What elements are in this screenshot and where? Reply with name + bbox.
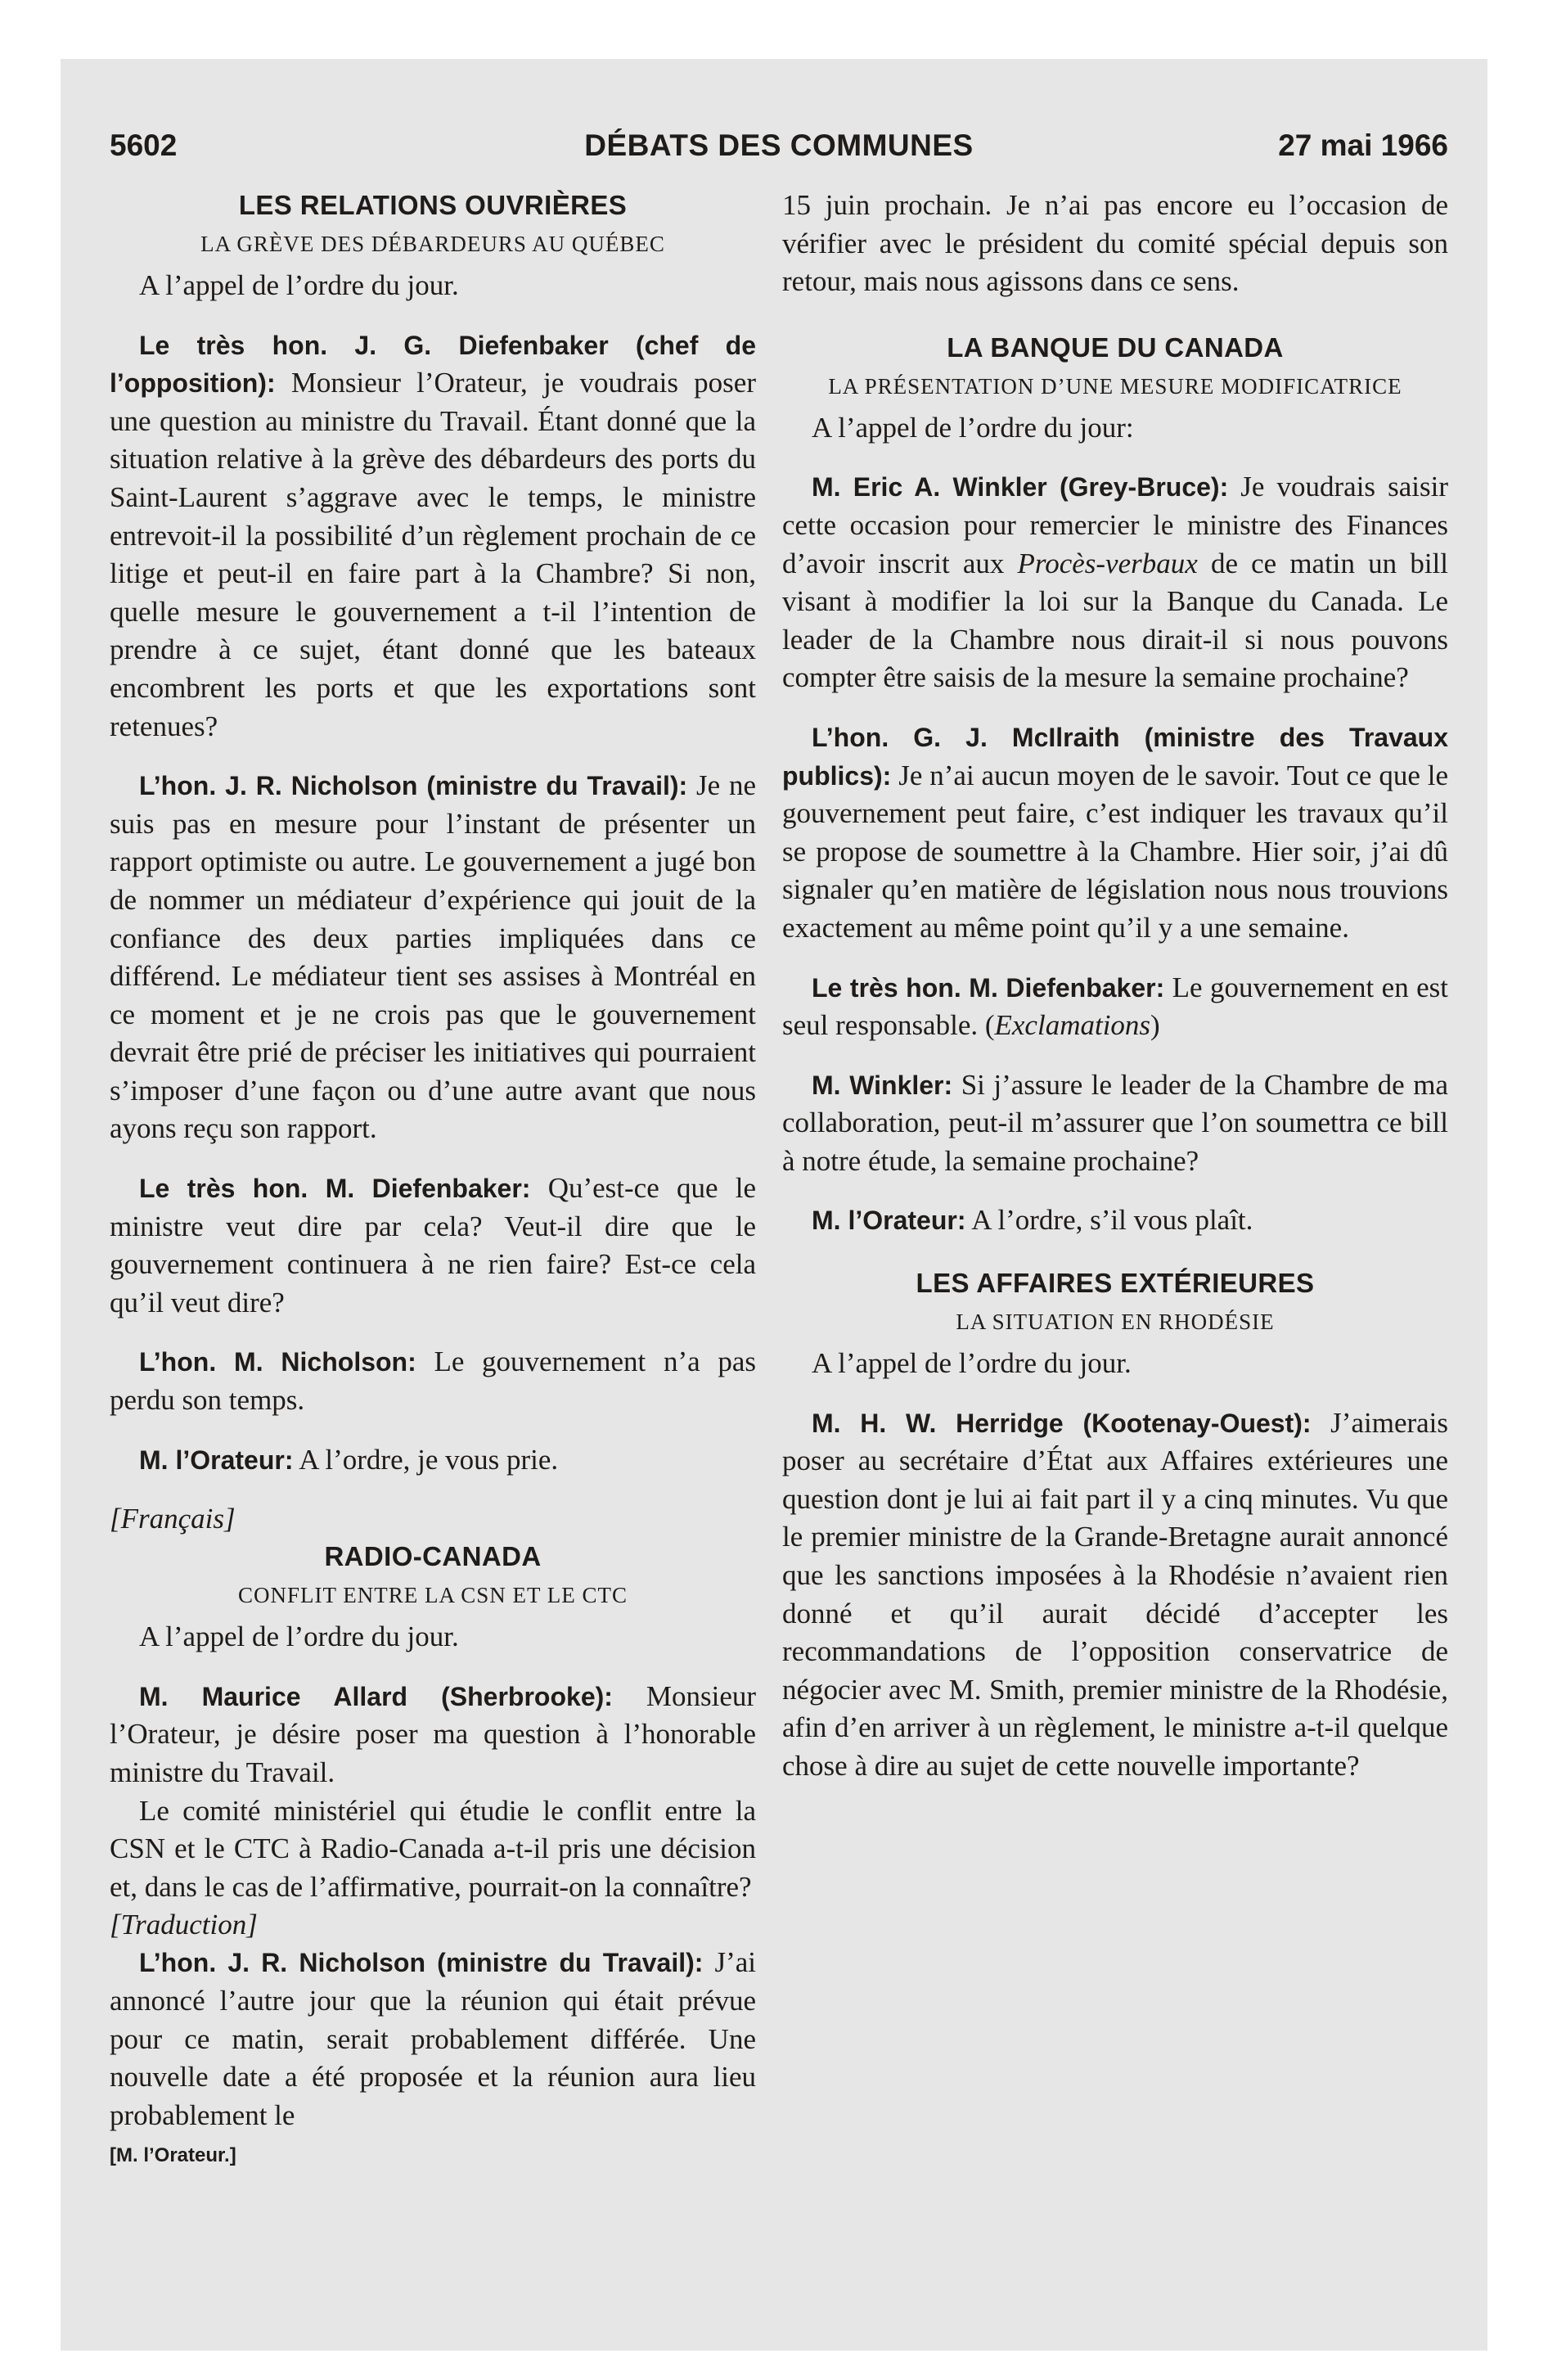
- speaker-name: M. l’Orateur:: [812, 1206, 966, 1236]
- speech-text: Je ne suis pas en mesure pour l’instant de présenter un rapport optimiste ou autre. Le gouvernement a jugé bon de nommer un médiateur d’expérience qui jouit de la confiance des deux parties impliquées dans ce différend. Le médiateur tient ses assises à Montréal en ce moment et je ne crois pas que le gouvernement devrait être prié de préciser les initiatives qui pourraient s’imposer d’une façon ou d’une autre avant que nous ayons reçu son rapport.: [110, 769, 756, 1145]
- speech-text: Je voudrais saisir cette occasion pour remercier le ministre des Finances d’avoir inscrit aux: [782, 471, 1448, 579]
- speech-text: Si j’assure le leader de la Chambre de ma collaboration, peut-il m’assurer que l’on soumettra ce bill à notre étude, la semaine prochaine?: [782, 1068, 1448, 1177]
- order-of-day: A l’appel de l’ordre du jour.: [812, 1347, 1132, 1380]
- speech-text: Qu’est-ce que le ministre veut dire par cela? Veut-il dire que le gouvernement continuera à ne rien faire? Est-ce cela qu’il veut dire?: [110, 1172, 756, 1318]
- speech-text: ): [1150, 1009, 1160, 1042]
- speech-paragraph: Le comité ministériel qui étudie le conflit entre la CSN et le CTC à Radio-Canada a-t-il pris une décision et, dans le cas de l’affirmative, pourrait-on la connaître?: [110, 1794, 756, 1903]
- speech-paragraph: [782, 719, 1448, 948]
- section-subheading: LA PRÉSENTATION D’UNE MESURE MODIFICATRICE: [828, 373, 1402, 399]
- speech-paragraph: [110, 767, 756, 1148]
- speaker-name: L’hon. J. R. Nicholson (ministre du Travail):: [139, 1948, 704, 1978]
- speech-text: Le gouvernement n’a pas perdu son temps.: [110, 1346, 756, 1417]
- speech-text: Le gouvernement en est seul responsable. (: [782, 971, 1448, 1042]
- order-of-day: A l’appel de l’ordre du jour.: [139, 269, 459, 301]
- speech-text: Je n’ai aucun moyen de le savoir. Tout ce que le gouvernement peut faire, c’est indiquer les travaux qu’il se propose de soumettre à la Chambre. Hier soir, j’ai dû signaler qu’en matière de législation nous nous trouvions exactement au même point qu’il y a une semaine.: [782, 759, 1448, 944]
- section-heading: LA BANQUE DU CANADA: [947, 331, 1284, 363]
- order-of-day: A l’appel de l’ordre du jour:: [812, 411, 1134, 444]
- page-date: 27 mai 1966: [1278, 128, 1448, 162]
- speech-paragraph: [110, 1170, 756, 1322]
- speech-text: Monsieur l’Orateur, je désire poser ma question à l’honorable ministre du Travail.: [110, 1679, 757, 1788]
- section-subheading: CONFLIT ENTRE LA CSN ET LE CTC: [237, 1583, 628, 1608]
- section-subheading: LA SITUATION EN RHODÉSIE: [956, 1309, 1275, 1335]
- order-of-day: A l’appel de l’ordre du jour.: [139, 1620, 459, 1653]
- page-number: 5602: [110, 128, 178, 162]
- section-subheading: LA GRÈVE DES DÉBARDEURS AU QUÉBEC: [200, 232, 665, 256]
- speech-paragraph: [782, 1404, 1448, 1786]
- section-heading: RADIO-CANADA: [324, 1541, 542, 1572]
- speech-italic: Exclamations: [994, 1009, 1151, 1042]
- left-column: [110, 187, 756, 2172]
- page-header: [110, 121, 1448, 170]
- speech-paragraph: [110, 1441, 756, 1480]
- language-marker: [Traduction]: [110, 1909, 258, 1941]
- speech-text: A l’ordre, je vous prie.: [293, 1443, 559, 1476]
- speech-paragraph: [782, 969, 1448, 1045]
- right-column: [782, 187, 1448, 1786]
- speech-text: J’ai annoncé l’autre jour que la réunion qui était prévue pour ce matin, serait probablement différée. Une nouvelle date a été proposée et la réunion aura lieu probablement le: [110, 1946, 757, 2131]
- speech-paragraph: [782, 1201, 1448, 1240]
- publication-title: DÉBATS DES COMMUNES: [584, 128, 974, 162]
- speech-paragraph: [782, 1066, 1448, 1181]
- language-marker: [Français]: [110, 1503, 236, 1535]
- speaker-name: M. Maurice Allard (Sherbrooke):: [139, 1681, 613, 1711]
- section-heading: LES RELATIONS OUVRIÈRES: [238, 190, 628, 220]
- speaker-name: M. Eric A. Winkler (Grey-Bruce):: [812, 472, 1229, 503]
- speech-paragraph: [110, 327, 756, 746]
- speaker-name: M. Winkler:: [812, 1070, 953, 1100]
- section-heading: LES AFFAIRES EXTÉRIEURES: [916, 1268, 1315, 1299]
- footer-note: [M. l’Orateur.]: [110, 2144, 236, 2167]
- speech-paragraph: [782, 468, 1448, 697]
- speech-text: Monsieur l’Orateur, je voudrais poser une question au ministre du Travail. Étant donné que la situation relative à la grève des débardeurs des ports du Saint-Laurent s’aggrave avec le temps, le ministre entrevoit-il la possibilité d’un règlement prochain de ce litige et peut-il en faire part à la Chambre? Si non, quelle mesure le gouvernement a t-il l’intention de prendre à ce sujet, étant donné que les bateaux encombrent les ports et que les exportations sont retenues?: [110, 367, 756, 742]
- speaker-name: M. H. W. Herridge (Kootenay-Ouest):: [812, 1408, 1312, 1438]
- speech-italic: Procès-verbaux: [1017, 547, 1198, 579]
- speaker-name: L’hon. G. J. McIlraith (ministre des Travaux publics):: [782, 722, 1448, 791]
- speaker-name: Le très hon. J. G. Diefenbaker (chef de l’opposition):: [110, 330, 756, 399]
- speech-paragraph: 15 juin prochain. Je n’ai pas encore eu l’occasion de vérifier avec le président du comité spécial depuis son retour, mais nous agissons dans ce sens.: [782, 189, 1448, 298]
- speech-text: J’aimerais poser au secrétaire d’État aux Affaires extérieures une question dont je lui ai fait part il y a cinq minutes. Vu que le premier ministre de la Grande-Bretagne aurait annoncé que les sanctions imposées à la Rhodésie n’avaient rien donné et qu’il aurait décidé d’accepter les recommandations de l’opposition conservatrice de négocier avec M. Smith, premier ministre de la Rhodésie, afin d’en arriver à un règlement, le ministre a-t-il quelque chose à dire au sujet de cette nouvelle importante?: [782, 1406, 1449, 1782]
- speaker-name: Le très hon. M. Diefenbaker:: [139, 1174, 531, 1204]
- speech-paragraph: [110, 1944, 756, 2134]
- speaker-name: L’hon. M. Nicholson:: [139, 1347, 416, 1377]
- speaker-name: M. l’Orateur:: [139, 1445, 294, 1475]
- speaker-name: L’hon. J. R. Nicholson (ministre du Travail):: [139, 771, 688, 801]
- speaker-name: Le très hon. M. Diefenbaker:: [812, 972, 1165, 1003]
- speech-paragraph: [110, 1678, 756, 1792]
- speech-text: de ce matin un bill visant à modifier la loi sur la Banque du Canada. Le leader de la Chambre nous dirait-il si nous pouvons compter être saisis de la mesure la semaine prochaine?: [782, 547, 1448, 694]
- speech-text: A l’ordre, s’il vous plaît.: [965, 1204, 1253, 1237]
- speech-paragraph: [110, 1343, 756, 1419]
